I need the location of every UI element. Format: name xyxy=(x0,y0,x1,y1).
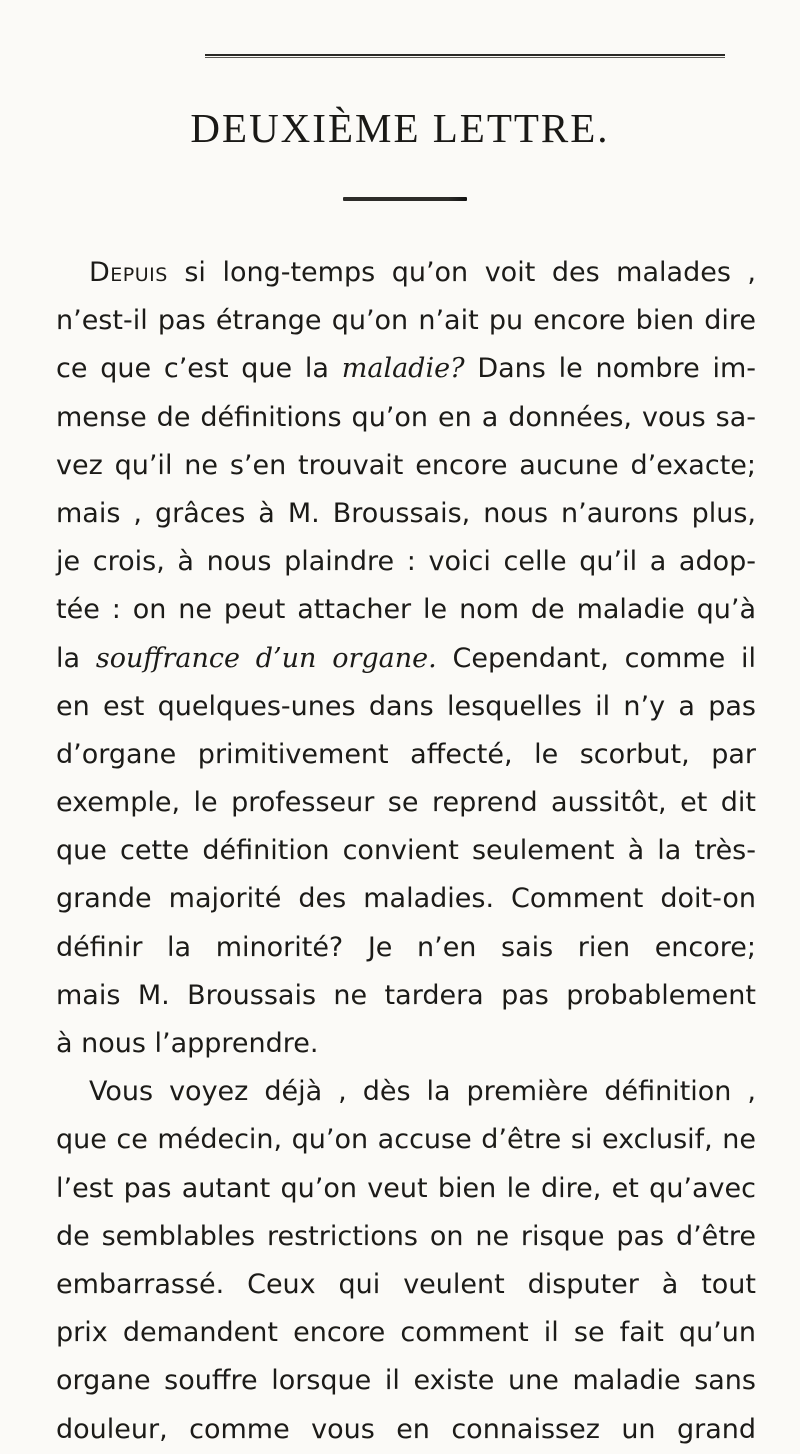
text-line xyxy=(56,538,756,586)
line-text: tée : on ne peut attacher le nom de maladie qu’à xyxy=(56,594,756,626)
line-text: vez qu’il ne s’en trouvait encore aucune d’exacte; xyxy=(56,449,756,481)
line-text: de semblables restrictions on ne risque pas d’être xyxy=(56,1220,756,1252)
text-line xyxy=(56,297,756,345)
line-text: mais M. Broussais ne tardera pas probablement xyxy=(56,979,756,1011)
text-line xyxy=(56,635,756,683)
line-text: exemple, le professeur se reprend aussitôt, et dit xyxy=(56,787,756,819)
line-text: à nous l’apprendre. xyxy=(56,1028,319,1059)
text-line xyxy=(56,1261,756,1309)
text-line xyxy=(56,779,756,827)
line-text: Vous voyez déjà , dès la première définition , xyxy=(89,1076,756,1108)
line-text: ce que c’est que la xyxy=(56,353,342,385)
line-text: mais , grâces à M. Broussais, nous n’aurons plus, xyxy=(56,497,756,529)
line-text: définir la minorité? Je n’en sais rien encore; xyxy=(56,931,756,963)
top-rule-thick-line xyxy=(205,54,725,56)
line-text: la xyxy=(56,642,96,674)
text-line xyxy=(56,1165,756,1213)
text-line xyxy=(56,1213,756,1261)
text-line xyxy=(56,875,756,923)
line-text: mense de définitions qu’on en a données, vous sa- xyxy=(56,401,756,433)
text-line xyxy=(56,442,756,490)
text-line xyxy=(56,1068,756,1116)
line-text: Dans le nombre im- xyxy=(464,353,756,385)
text-line xyxy=(56,1406,756,1454)
text-line xyxy=(56,827,756,875)
body-text xyxy=(56,249,756,1454)
drop-word: Depuis xyxy=(89,257,168,288)
text-line xyxy=(56,972,756,1020)
line-text: que cette définition convient seulement à la très- xyxy=(56,835,756,867)
text-line xyxy=(56,1357,756,1405)
italic-term: souffrance d’un organe. xyxy=(95,642,437,674)
text-line xyxy=(56,683,756,731)
chapter-heading: DEUXIÈME LETTRE. xyxy=(190,105,610,151)
line-text: l’est pas autant qu’on veut bien le dire, et qu’avec xyxy=(56,1172,756,1204)
line-text: embarrassé. Ceux qui veulent disputer à tout xyxy=(56,1268,756,1300)
italic-term: maladie? xyxy=(341,353,465,385)
line-text: si long-temps qu’on voit des malades , xyxy=(167,257,756,288)
text-line xyxy=(56,1116,756,1164)
text-line xyxy=(56,490,756,538)
line-text: organe souffre lorsque il existe une maladie sans xyxy=(56,1365,756,1397)
text-line xyxy=(56,924,756,972)
line-text: prix demandent encore comment il se fait qu’un xyxy=(56,1317,756,1349)
top-rule-thin-line xyxy=(205,57,725,58)
top-rule xyxy=(205,54,725,58)
line-text: en est quelques-unes dans lesquelles il n’y a pas xyxy=(56,690,756,722)
text-line xyxy=(56,586,756,634)
text-line xyxy=(56,1020,756,1068)
heading-ornament-rule xyxy=(343,197,467,201)
line-text: grande majorité des maladies. Comment doit-on xyxy=(56,883,756,915)
line-text: que ce médecin, qu’on accuse d’être si exclusif, ne xyxy=(56,1124,756,1156)
text-line xyxy=(56,394,756,442)
text-line xyxy=(56,731,756,779)
text-line xyxy=(56,249,756,297)
line-text: je crois, à nous plaindre : voici celle qu’il a adop- xyxy=(56,546,756,578)
text-line xyxy=(56,345,756,393)
line-text: Cependant, comme il xyxy=(436,642,756,674)
line-text: d’organe primitivement affecté, le scorbut, par xyxy=(56,738,756,770)
line-text: n’est-il pas étrange qu’on n’ait pu encore bien dire xyxy=(56,305,756,337)
text-line xyxy=(56,1309,756,1357)
line-text: douleur, comme vous en connaissez un grand xyxy=(56,1413,756,1445)
